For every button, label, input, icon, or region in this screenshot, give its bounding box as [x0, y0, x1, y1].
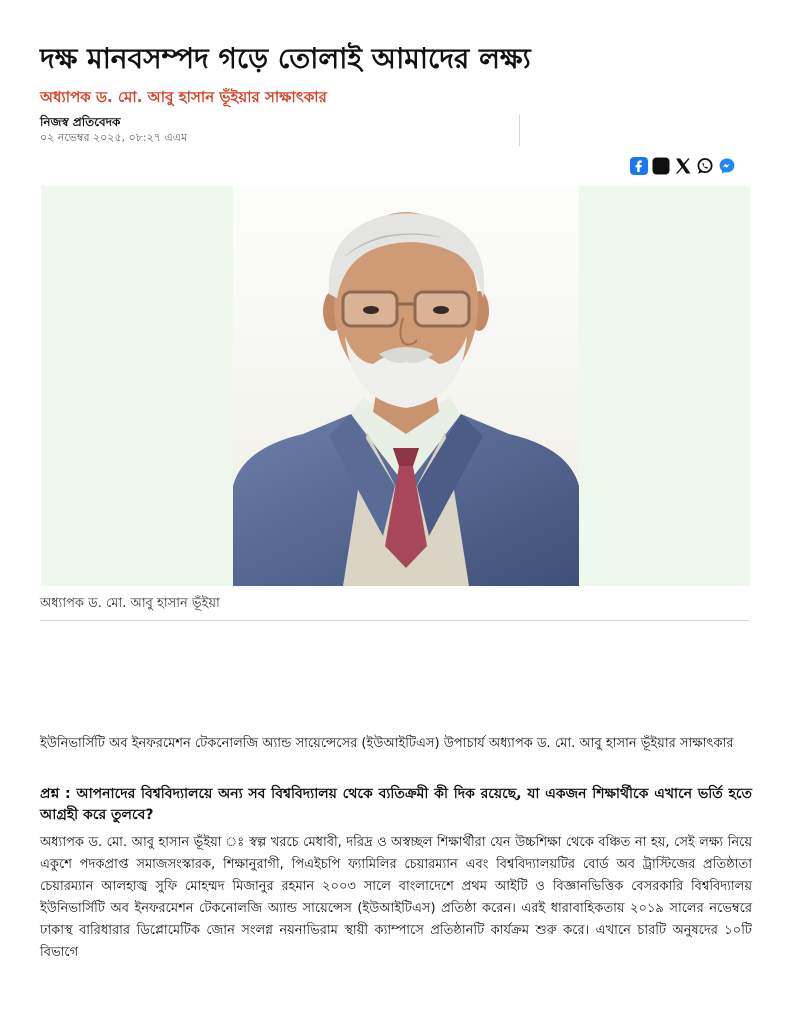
instagram-icon[interactable]: [652, 157, 670, 175]
byline: [40, 114, 520, 146]
author-name[interactable]: নিজস্ব প্রতিবেদক: [40, 115, 121, 129]
article-photo: [41, 186, 750, 586]
publish-date: ০২ নভেম্বর ২০২৫, ০৮:২৭ এএম: [40, 131, 188, 144]
facebook-icon[interactable]: [630, 157, 648, 175]
whatsapp-icon[interactable]: [696, 157, 714, 175]
byline-divider: [519, 114, 520, 146]
photo-caption: অধ্যাপক ড. মো. আবু হাসান ভূঁইয়া: [40, 596, 220, 611]
interview-question: প্রশ্ন : আপনাদের বিশ্ববিদ্যালয়ে অন্য সব বিশ্ববিদ্যালয় থেকে ব্যতিক্রমী কী দিক রয়েছে, যা একজন শিক্ষার্থীকে এখানে ভর্তি হতে আগ্রহী করে তুলবে?: [40, 786, 752, 823]
caption-divider: [40, 620, 750, 621]
x-icon[interactable]: [674, 157, 692, 175]
interview-answer: অধ্যাপক ড. মো. আবু হাসান ভূঁইয়া ঃ স্বল্প খরচে মেধাবী, দরিদ্র ও অস্বচ্ছল শিক্ষার্থীরা যেন উচ্চশিক্ষা থেকে বঞ্চিত না হয়, সেই লক্ষ্য নিয়ে একুশে পদকপ্রাপ্ত সমাজসংস্কারক, শিক্ষানুরাগী, পিএইচপি ফ্যামিলির চেয়ারম্যান এবং বিশ্ববিদ্যালয়টির বোর্ড অব ট্রাস্টিজের প্রতিষ্ঠাতা চেয়ারম্যান আলহাজ্ব সুফি মোহম্মদ মিজানুর রহমান ২০০৩ সালে বাংলাদেশে প্রথম আইটি ও বিজ্ঞানভিত্তিক বেসরকারি বিশ্ববিদ্যালয় ইউনিভার্সিটি অব ইনফরমেশন টেকনোলজি অ্যান্ড সায়েন্সেস (ইউআইটিএস) প্রতিষ্ঠা করেন। এরই ধারাবাহিকতায় ২০১৯ সালের নভেম্বরে ঢাকাস্থ বারিধারার ডিপ্লোমেটিক জোন সংলগ্ন নয়নাভিরাম স্থায়ী ক্যাম্পাসে প্রতিষ্ঠানটি কার্যক্রম শুরু করে। এখানে চারটি অনুষদের ১০টি বিভাগে: [40, 835, 752, 960]
article-subheadline: অধ্যাপক ড. মো. আবু হাসান ভূঁইয়ার সাক্ষাৎকার: [40, 88, 327, 106]
portrait-image: [233, 186, 579, 586]
share-bar: [630, 156, 736, 176]
article-headline: দক্ষ মানবসম্পদ গড়ে তোলাই আমাদের লক্ষ্য: [40, 42, 531, 75]
article-intro: ইউনিভার্সিটি অব ইনফরমেশন টেকনোলজি অ্যান্ড সায়েন্সেসের (ইউআইটিএস) উপাচার্য অধ্যাপক ড. মো. আবু হাসান ভূঁইয়ার সাক্ষাৎকার: [40, 736, 734, 751]
messenger-icon[interactable]: [718, 157, 736, 175]
